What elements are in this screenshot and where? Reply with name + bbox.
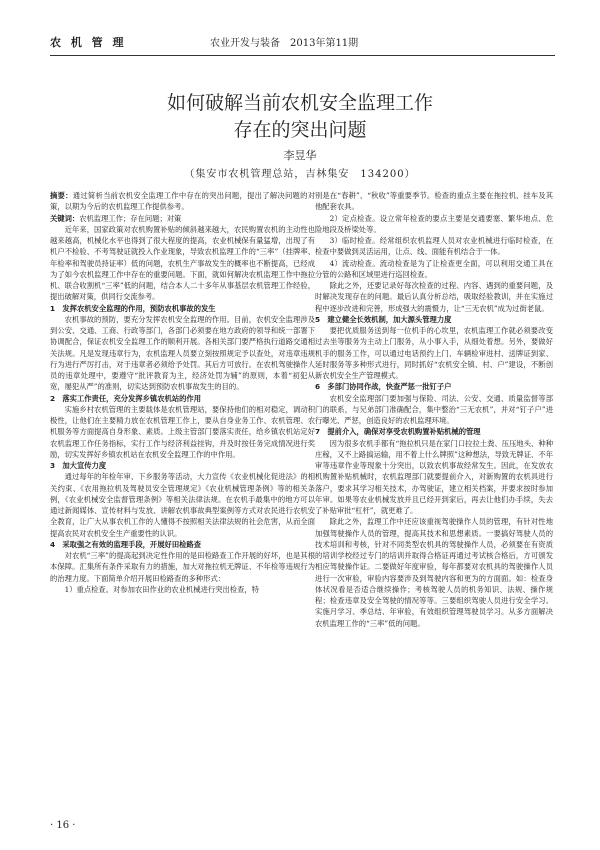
- section-heading: 1 发挥农机安全监理的作用，预防农机事故的发生: [50, 303, 216, 313]
- body-paragraph: 别是在“春耕”、“秋收”等重要季节。检查的重点主要在拖拉机、挂车及其他配套农具。: [315, 191, 553, 212]
- section-heading: 4 采取强之有效的监理手段，开展好田检路查: [50, 539, 202, 549]
- page-number: · 16 ·: [50, 820, 76, 831]
- body-paragraph: 实施乡村农机管理的主要载体是农机管理站，要保持他们的相对稳定，调动积极性，让他们在主要精力放在农机管理工作上，要从自身业务工作、农机管理、农机服务等方面提高自身形象、素质。上级主管部门要落实责任，给乡镇农机站定好农机监理工作任务指标，实行工作与经济利益挂钩，并及时按任务完成情况进行奖励，切实发挥好乡镇农机站在农机安全监理工作的中作用。: [50, 404, 315, 459]
- body-paragraph: 农机安全监理部门要加强与保险、司法、公安、交通、质量监督等部门的联系，与兄弟部门准确配合，集中整治“三无农机”，并对“钉子户”进行曝光、严惩，创造良好的农机监理环境。: [315, 393, 553, 425]
- keywords: [50, 213, 315, 224]
- section-heading: 3 加大宣传力度: [50, 461, 107, 470]
- journal-info: 农业开发与装备 2013年第11期: [210, 38, 359, 49]
- header-rule: [50, 55, 555, 56]
- left-column-body: [50, 224, 315, 595]
- body-paragraph: 因为很多农机手都有“拖拉机只是在家门口拉拉土粪、压压地头、种种庄稼，又不上路搞运输，用不着上什么牌照”这种想法，导致无牌证、不年审等违章作业等现象十分突出，以致农机事故经常发生。因此，在发放农机购置补贴机械时，农机监理部门就要提前介入，对新购置的农机具进行落户，要求其学习相关技术，办驾驶证，建立相关档案，并要求按时参加年审。如果等农业机械发放并且已经开到家后，再去让他们办手续，失去了补贴审批“杠杆”，就更难了。: [315, 438, 553, 515]
- section-heading: 5 建立健全长效机制，加大源头管理力度: [315, 314, 452, 324]
- section-heading: 2 落实工作责任，充分发挥乡镇农机站的作用: [50, 393, 202, 403]
- right-column: [315, 190, 553, 629]
- body-paragraph: 3）临时检查。经常组织农机监理人员对农业机械进行临时检查，在检查中要做到灵活运用，让点、线、面能有机结合于一体。: [315, 236, 553, 257]
- section-heading: 6 多部门协同作战，快查严惩一批钉子户: [315, 382, 452, 392]
- body-paragraph: 除此之外，还要记录好每次检查的过程、内容、遇到的重要问题，及时解决发现存在的问题。最后认真分析总结，吸取经验教训，并在实施过程中逐步改进和完善，形成强大的震慑力，让“三无农机”成为过街老鼠。: [315, 281, 553, 313]
- body-paragraph: 通过每年的年检年审、下乡服务等活动，大力宣传《农业机械化促进法》的相关约束、《农用拖拉机及驾驶员安全管理规定》《农业机械管理条例》等的相关条例，《农业机械安全监督管理条例》等相关法律法规。在农机手最集中的地方可以通过新闻媒体、宣传材料与发放、讲解农机事故典型案例等方式对农民进行农机安全教育，让广大从事农机工作的人懂得不按照相关法律法规的社会危害，从而全面提高农民对农机安全生产重要性的认识。: [50, 472, 315, 538]
- running-header: [50, 34, 555, 50]
- body-paragraph: 除此之外，监理工作中还应该重视驾驶操作人员的管理，有针对性地加强驾驶操作人员的管理，提高其技术和思想素质。一要搞好驾驶人员的技术培训和考核，针对不同类型农机具的驾驶操作人员，必须要在有资质的培训学校经过专门的培训并取得合格证再通过考试核合格后，方可颁发相应驾驶操作证。二要做好年度审验，每年都要对农机具的驾驶操作人员进行一次审验，审验内容要涉及到驾驶内容和更为的方面面。如：检查身体状况看是否适合继续操作；考核驾驶人员的机务知识、法规、操作规程；检查违章及安全驾驶的情况等等。三要组织驾驶人员进行安全学习。实施月学习、季总结、年审验，有效组织管理驾驶员学习。从多方面解决农机监理工作的“三率”低的问题。: [315, 517, 553, 628]
- abstract-label: 摘要：: [50, 191, 73, 200]
- abstract: [50, 190, 315, 213]
- body-paragraph: 对农机“三率”的提高起到决定性作用的是田检路查工作开展的好坏，也是其根本保障。汇集所有条件采取有力的措施，加大对拖拉机无牌证、不年检等违规行为的治理力度。下面简单介绍开展田检路查的多种形式：: [50, 551, 315, 583]
- title-line-2: 存在的突出问题: [233, 119, 367, 141]
- body-paragraph: 要把优质服务送到每一位机手的心坎里，农机监理工作就必须要改变过去坐等服务为主动上门服务，从小事入手，从细处着想。另外，要做好机手的服务工作，可以通过电话预约上门、车辆检审进村、送牌证到家、延时服务等多种形式进行，同时抓好“农机安全镇、村、户”建设，不断创新农机安全生产管理模式。: [315, 326, 553, 380]
- right-column-body: [315, 190, 553, 629]
- affiliation: （集安市农机管理总站，吉林集安 134200）: [184, 169, 416, 180]
- body-paragraph: 1）重点检查。对参加农田作业的农业机械进行突出检查，特: [64, 584, 259, 594]
- author: 李昱华: [283, 149, 317, 162]
- body-paragraph: 2）定点检查。设立常年检查的要点主要是交通要塞、繁华地点、危险地段及桥梁处等。: [315, 213, 553, 234]
- body-paragraph: 近年来，国家政策对农机购置补贴的倾斜越来越大，农民购置农机的主动性也越来越高，机械化水平也得到了很大程度的提高，农业机械保有量猛增，出现了有机户不检验、不考驾驶证就投入作业现象，导致农机监理工作的“三率”（挂牌率、年检率和驾驶员持证率）低的问题，农机生产事故发生的概率也不断提高，已经成为了如今农机监理工作中存在的重要问题。下面，就如何解决农机监理工作中拖拉机、联合收割机“三率”低的问题，结合本人二十多年从事基层农机管理工作经验，提出破解对策，供同行交流参考。: [50, 224, 315, 302]
- abstract-text: 通过简析当前农机安全监理工作中存在的突出问题，提出了解决问题的对策，以期为今后的农机监理工作提供参考。: [50, 191, 316, 212]
- left-column: [50, 190, 315, 595]
- title-line-1: 如何破解当前农机安全监理工作: [166, 92, 433, 114]
- body-paragraph: 农机事故的预防，要充分发挥农机安全监理的作用。目前，农机安全监理涉及到公安、交通、工商、行政等部门，各部门必须要在地方政府的领导和统一部署下协调配合，保证农机安全监理工作的顺利开展。各相关部门要严格执行道路交通相关法规。凡是发现违章行为，农机监理人员要立刻按照规定予以查处，对违章违规行为进行严厉打击，对于违章者必须给予处罚。其后方可放行。在农机驾驶操作人员的违章处理中，要遵守“批评教育为主，经济处罚为辅”的原则，本着“初犯从宽，屡犯从严”的准则，切实达到预防农机事故发生的目的。: [50, 314, 315, 392]
- body-paragraph: 4）流动检查。流动检查是为了让检查更全面，可以利用交通工具在分管的公路和区域里进行巡回检查。: [315, 258, 553, 279]
- section-name: 农 机 管 理: [50, 36, 127, 49]
- keywords-text: 农机监理工作；存在问题；对策: [79, 213, 182, 223]
- article-title: [0, 90, 600, 144]
- section-heading: 7 提前介入，确保对享受农机购置补贴机械的管理: [315, 427, 481, 437]
- keywords-label: 关键词：: [50, 213, 80, 223]
